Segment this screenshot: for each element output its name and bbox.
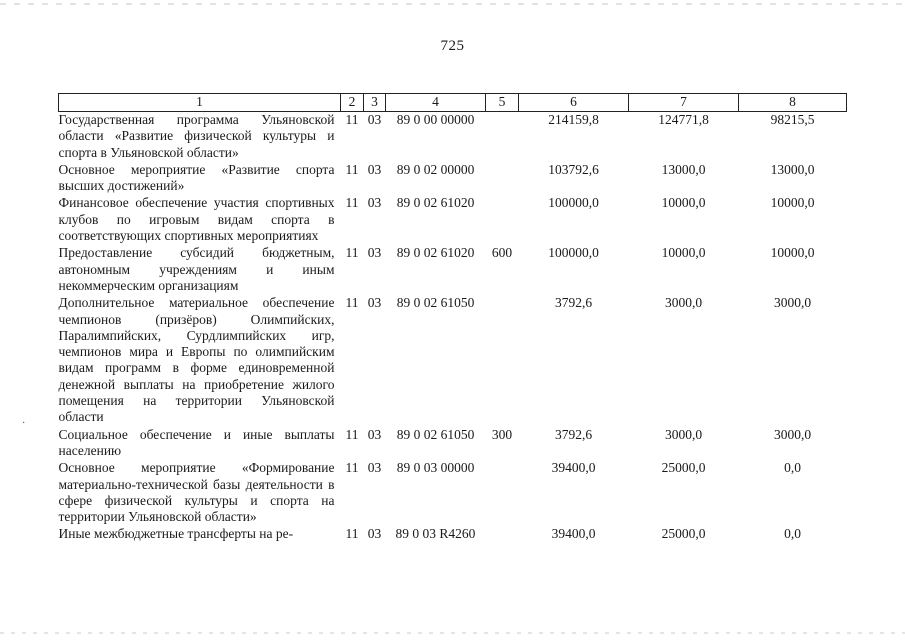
row-expense-type <box>486 526 519 543</box>
row-subsection: 03 <box>367 161 382 177</box>
row-amount-col6: 100000,0 <box>548 245 599 261</box>
row-expense-type <box>486 460 519 526</box>
row-amount-col6: 39400,0 <box>551 460 596 476</box>
row-amount-col8: 98215,5 <box>770 112 815 127</box>
row-amount-col7: 13000,0 <box>661 161 706 177</box>
row-section: 11 <box>345 245 359 261</box>
row-expense-type <box>486 162 519 196</box>
row-name: Социальное обеспечение и иные выплаты населению <box>58 426 335 458</box>
row-amount-col6: 3792,6 <box>554 295 593 311</box>
row-section: 11 <box>345 112 359 127</box>
row-subsection: 03 <box>367 295 382 311</box>
row-name: Государственная программа Ульяновской области «Развитие физической культуры и спорта в Ульяновской области» <box>58 112 335 160</box>
row-expense-type <box>486 295 519 426</box>
row-target-code: 89 0 02 61020 <box>396 245 475 261</box>
column-header: 2 <box>341 94 364 112</box>
row-amount-col6: 214159,8 <box>548 112 599 127</box>
row-section: 11 <box>345 460 359 476</box>
row-amount-col7: 25000,0 <box>661 460 706 476</box>
row-amount-col7: 25000,0 <box>661 526 706 542</box>
row-section: 11 <box>345 295 359 311</box>
row-section: 11 <box>345 195 359 211</box>
row-amount-col6: 3792,6 <box>554 426 593 442</box>
row-expense-type: 600 <box>491 245 513 261</box>
table-row <box>59 427 847 461</box>
row-name: Дополнительное материальное обеспечение чемпионов (призёров) Олимпийских, Паралимпийских, Сурдлимпийских игр, чемпионов мира и Европы по олимпийским видам программ в форме единовременной денежной выплаты на приобретение жилого помещения на территории Ульяновской области <box>58 295 335 425</box>
row-name: Финансовое обеспечение участия спортивных клубов по игровым видам спорта в соответствующих спортивных мероприятиях <box>58 195 335 244</box>
row-subsection: 03 <box>367 526 382 542</box>
table-row <box>59 112 847 162</box>
row-target-code: 89 0 03 R4260 <box>395 526 476 542</box>
row-subsection: 03 <box>367 112 382 127</box>
row-target-code: 89 0 00 00000 <box>396 112 475 127</box>
row-amount-col7: 10000,0 <box>661 245 706 261</box>
row-section: 11 <box>345 161 359 177</box>
column-header: 4 <box>386 94 486 112</box>
row-subsection: 03 <box>367 426 382 442</box>
column-header: 3 <box>364 94 386 112</box>
row-amount-col8: 3000,0 <box>773 426 812 442</box>
row-expense-type <box>486 195 519 245</box>
row-amount-col7: 124771,8 <box>658 112 709 127</box>
row-amount-col8: 10000,0 <box>770 245 815 261</box>
table-row <box>59 245 847 295</box>
row-amount-col7: 3000,0 <box>664 295 703 311</box>
row-amount-col8: 10000,0 <box>770 195 815 211</box>
table-row <box>59 460 847 526</box>
row-amount-col8: 0,0 <box>784 460 801 476</box>
row-amount-col7: 10000,0 <box>661 195 706 211</box>
row-expense-type <box>486 112 519 162</box>
row-amount-col6: 100000,0 <box>548 195 599 211</box>
row-subsection: 03 <box>367 245 382 261</box>
row-amount-col8: 0,0 <box>784 526 801 542</box>
scan-edge-top <box>0 3 905 5</box>
row-target-code: 89 0 02 00000 <box>396 161 475 177</box>
row-name: Основное мероприятие «Формирование материально-технической базы деятельности в сфере физической культуры и спорта на территории Ульяновской области» <box>58 460 335 525</box>
row-amount-col7: 3000,0 <box>664 426 703 442</box>
row-amount-col6: 103792,6 <box>548 161 599 177</box>
scan-edge-bottom <box>0 632 905 634</box>
row-section: 11 <box>345 426 359 442</box>
row-name: Предоставление субсидий бюджетным, автономным учреждениям и иным некоммерческим организациям <box>58 245 335 293</box>
row-name: Основное мероприятие «Развитие спорта высших достижений» <box>58 161 335 194</box>
table-row <box>59 162 847 196</box>
row-section: 11 <box>345 526 359 542</box>
margin-mark: · <box>22 418 26 429</box>
table-header-row <box>59 94 847 112</box>
row-subsection: 03 <box>367 195 382 211</box>
table-row <box>59 295 847 426</box>
row-target-code: 89 0 03 00000 <box>396 460 475 476</box>
budget-table <box>58 93 847 544</box>
column-header: 1 <box>59 94 341 112</box>
row-target-code: 89 0 02 61020 <box>396 195 475 211</box>
column-header: 8 <box>739 94 847 112</box>
page-number: 725 <box>440 38 465 54</box>
row-amount-col8: 3000,0 <box>773 295 812 311</box>
column-header: 7 <box>629 94 739 112</box>
row-subsection: 03 <box>367 460 382 476</box>
row-target-code: 89 0 02 61050 <box>396 295 475 311</box>
row-expense-type: 300 <box>491 426 513 442</box>
row-name: Иные межбюджетные трансферты на ре- <box>58 526 294 542</box>
table-row <box>59 526 847 543</box>
row-amount-col8: 13000,0 <box>770 161 815 177</box>
row-amount-col6: 39400,0 <box>551 526 596 542</box>
column-header: 6 <box>519 94 629 112</box>
table-row <box>59 195 847 245</box>
row-target-code: 89 0 02 61050 <box>396 426 475 442</box>
column-header: 5 <box>486 94 519 112</box>
